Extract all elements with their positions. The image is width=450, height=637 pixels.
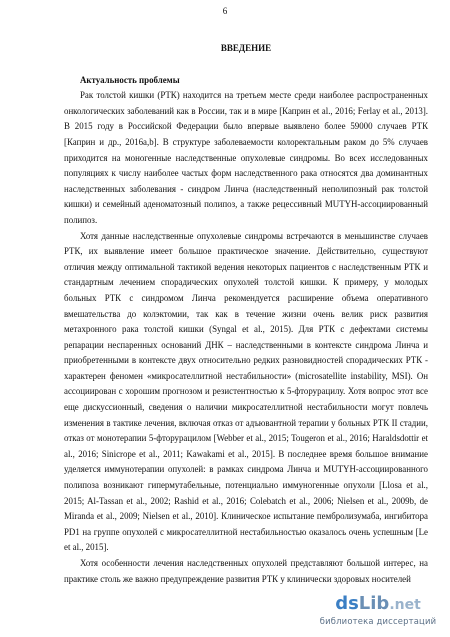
page-title: ВВЕДЕНИЕ	[220, 43, 272, 53]
page-number: 6	[222, 6, 228, 16]
section-heading: Актуальность проблемы	[80, 74, 180, 85]
paragraph-1: Рак толстой кишки (РТК) находится на третьем месте среди наиболее распространенных онкологических заболеваний как в России, так и в мире [Каприн et al., 2016; Ferlay et al., 2013]. В 2015 году в Российской Федерации было впервые выявлено более 59000 случаев РТК [Каприн и др., 2016a,b]. В структуре заболеваемости колоректальным раком до 5% случаев приходится на моногенные наследственные опухолевые синдромы. Во всех исследованных популяциях к числу наиболее частых форм наследственного рака относятся два доминантных наследственных заболевания - синдром Линча (наследственный неполипозный рак толстой кишки) и семейный аденоматозный полипоз, а также рецессивный MUTYH-ассоциированный полипоз.	[64, 90, 428, 225]
watermark-logo	[312, 593, 444, 616]
paragraph-2: Хотя данные наследственные опухолевые синдромы встречаются в меньшинстве случаев РТК, их выявление имеет большое практическое значение. Действительно, существуют отличия между оптимальной тактикой ведения некоторых пациентов с наследственным РТК и стандартным лечением спорадических опухолей толстой кишки. К примеру, у молодых больных РТК с синдромом Линча рекомендуется расширение объема оперативного вмешательства до колэктомии, так как в течение жизни очень велик риск развития метахронного рака толстой кишки (Syngal et al., 2015). Для РТК с дефектами системы репарации неспаренных оснований ДНК – наследственными в контексте синдрома Линча и приобретенными в контексте двух относительно редких разновидностей спорадических РТК - характерен феномен «микросателлитной нестабильности» (microsatellite instability, MSI). Он ассоциирован с хорошим прогнозом и резистентностью к 5-фторурацилу. Хотя вопрос этот все еще дискуссионный, сведения о наличии микросателлитной нестабильности могут повлечь изменения в тактике лечения, включая отказ от адъювантной терапии у больных РТК II стадии, отказ от монотерапии 5-фторурацилом [Webber et al., 2015; Tougeron et al., 2016; Haraldsdottir et al., 2016; Sinicrope et al., 2011; Kawakami et al., 2015]. В последнее время большое внимание уделяется иммунотерапии опухолей: в рамках синдрома Линча и MUTYH-ассоциированного полипоза возникают гипермутабельные, потенциально иммуногенные опухоли [Llosa et al., 2015; Al-Tassan et al., 2002; Rashid et al., 2016; Colebatch et al., 2006; Nielsen et al., 2009b, de Miranda et al., 2009; Nielsen et al., 2010]. Клиническое испытание пембролизумаба, ингибитора PD1 на группе опухолей с микросателлитной нестабильностью оказалось очень успешным [Le et al., 2015].	[64, 230, 428, 553]
watermark-subtitle: библиотека диссертаций	[319, 616, 437, 626]
watermark-logo-ds: ds	[335, 593, 359, 614]
dslib-watermark	[312, 593, 444, 633]
watermark-logo-net: .net	[389, 597, 421, 613]
watermark-logo-lib: Lib	[358, 593, 390, 614]
document-body	[64, 41, 428, 587]
paragraph-3: Хотя особенности лечения наследственных опухолей представляют большой интерес, на практике столь же важно предупреждение развития РТК у клинически здоровых носителей	[64, 558, 428, 584]
